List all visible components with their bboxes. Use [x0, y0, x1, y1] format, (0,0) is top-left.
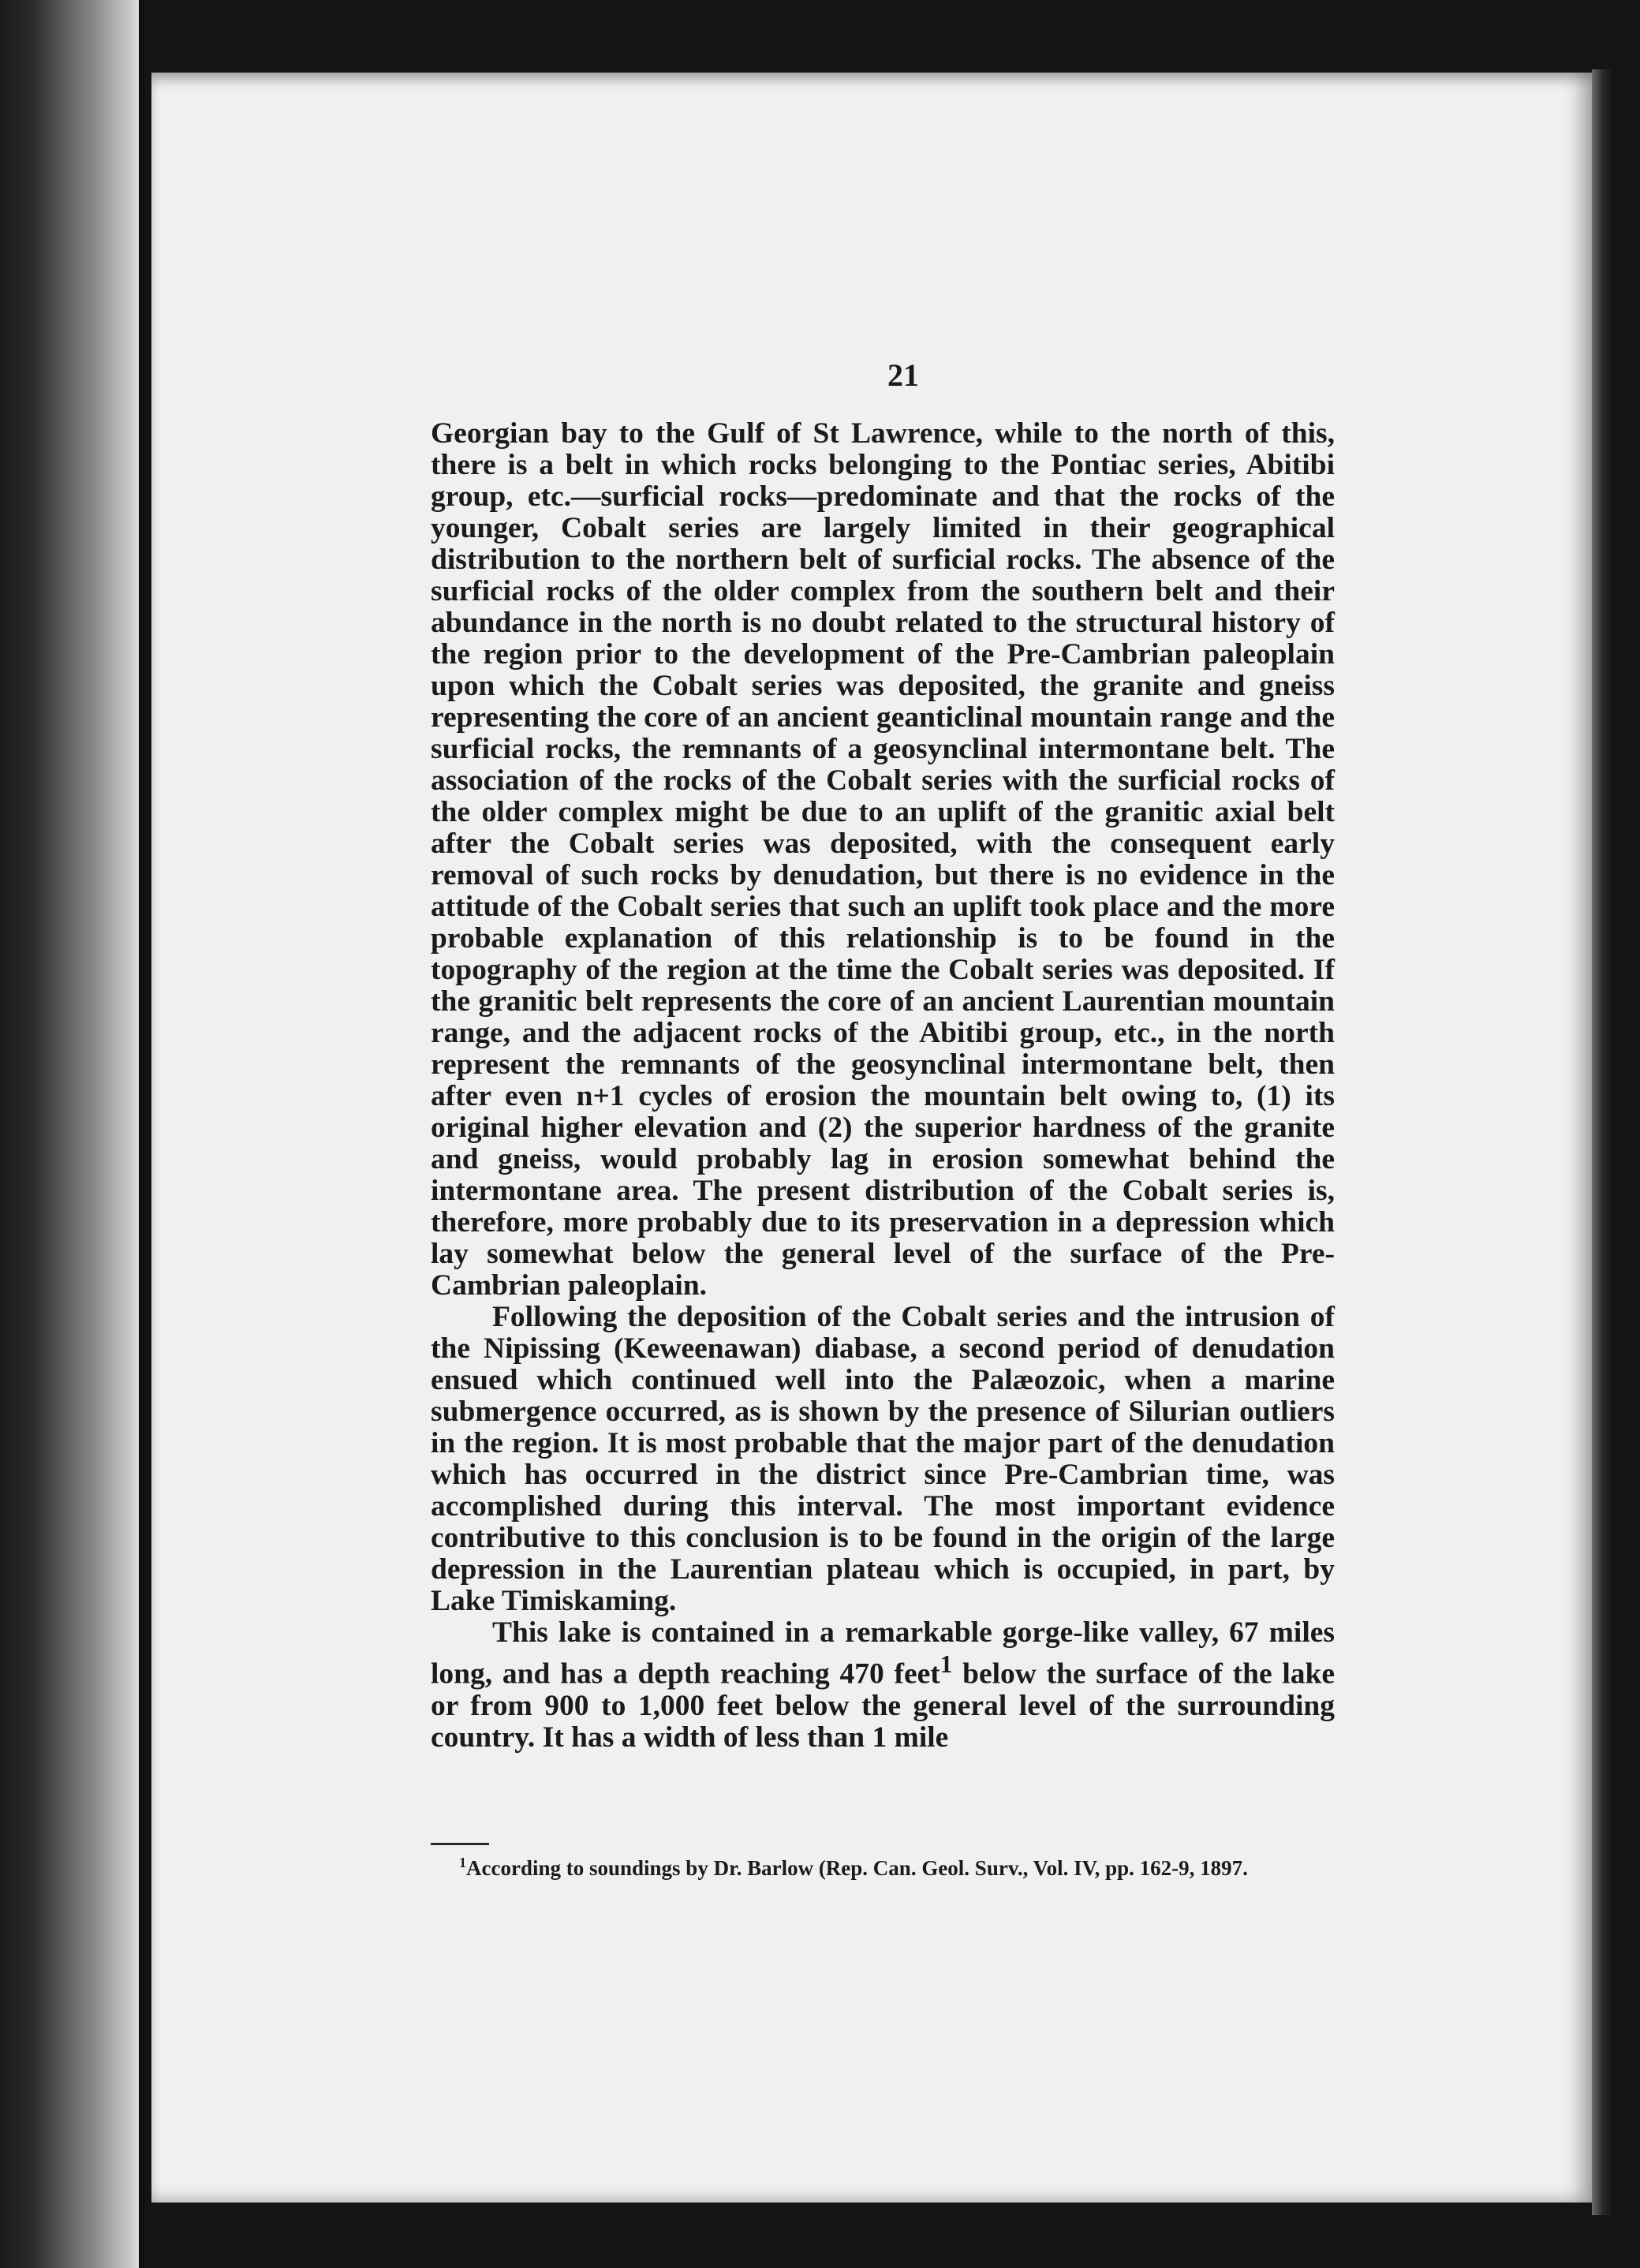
- footnote-reference: 1: [940, 1650, 953, 1678]
- page-number: 21: [887, 357, 919, 393]
- facing-page-edge: [0, 0, 142, 2268]
- paragraph-3-text-end: below the surface of the lake or from 900 to 1,000 feet below the general level of the surrounding country. It has a width of less than 1 mile: [431, 1657, 1335, 1754]
- footnote-marker: 1: [459, 1855, 466, 1870]
- paragraph-2: Following the deposition of the Cobalt series and the intrusion of the Nipissing (Keweenawan) diabase, a second period of denudation ensued which continued well into the Palæozoic, when a marine submergence occurred, as is shown by the presence of Silurian outliers in the region. It is most probable that the major part of the denudation which has occurred in the district since Pre-Cambrian time, was accomplished during this interval. The most important evidence contributive to this conclusion is to be found in the origin of the large depression in the Laurentian plateau which is occupied, in part, by Lake Timiskaming.: [431, 1301, 1335, 1617]
- paragraph-3: [431, 1617, 1335, 1754]
- book-gutter: [139, 0, 145, 2268]
- footnote: [431, 1851, 1335, 1880]
- page-right-edge-shadow: [1592, 69, 1614, 2215]
- paragraph-1: Georgian bay to the Gulf of St Lawrence, while to the north of this, there is a belt in which rocks belonging to the Pontiac series, Abitibi group, etc.—surficial rocks—predominate and that the rocks of the younger, Cobalt series are largely limited in their geographical distribution to the northern belt of surficial rocks. The absence of the surficial rocks of the older complex from the southern belt and their abundance in the north is no doubt related to the structural history of the region prior to the development of the Pre-Cambrian paleoplain upon which the Cobalt series was deposited, the granite and gneiss representing the core of an ancient geanticlinal mountain range and the surficial rocks, the remnants of a geosynclinal intermontane belt. The association of the rocks of the Cobalt series with the surficial rocks of the older complex might be due to an uplift of the granitic axial belt after the Cobalt series was deposited, with the consequent early removal of such rocks by denudation, but there is no evidence in the attitude of the Cobalt series that such an uplift took place and the more probable explanation of this relationship is to be found in the topography of the region at the time the Cobalt series was deposited. If the granitic belt represents the core of an ancient Laurentian mountain range, and the adjacent rocks of the Abitibi group, etc., in the north represent the remnants of the geosynclinal intermontane belt, then after even n+1 cycles of erosion the mountain belt owing to, (1) its original higher elevation and (2) the superior hardness of the granite and gneiss, would probably lag in erosion somewhat behind the intermontane area. The present distribution of the Cobalt series is, therefore, more probably due to its preservation in a depression which lay somewhat below the general level of the surface of the Pre-Cambrian paleoplain.: [431, 417, 1335, 1302]
- footnote-divider: [431, 1843, 489, 1845]
- footnote-text: According to soundings by Dr. Barlow (Rep. Can. Geol. Surv., Vol. IV, pp. 162-9, 1897.: [466, 1856, 1248, 1880]
- paragraph-3-text-start: This lake is contained in a remarkable gorge-like valley, 67 miles long, and has a depth reaching 470 feet: [431, 1616, 1335, 1691]
- body-text: [431, 418, 1335, 1754]
